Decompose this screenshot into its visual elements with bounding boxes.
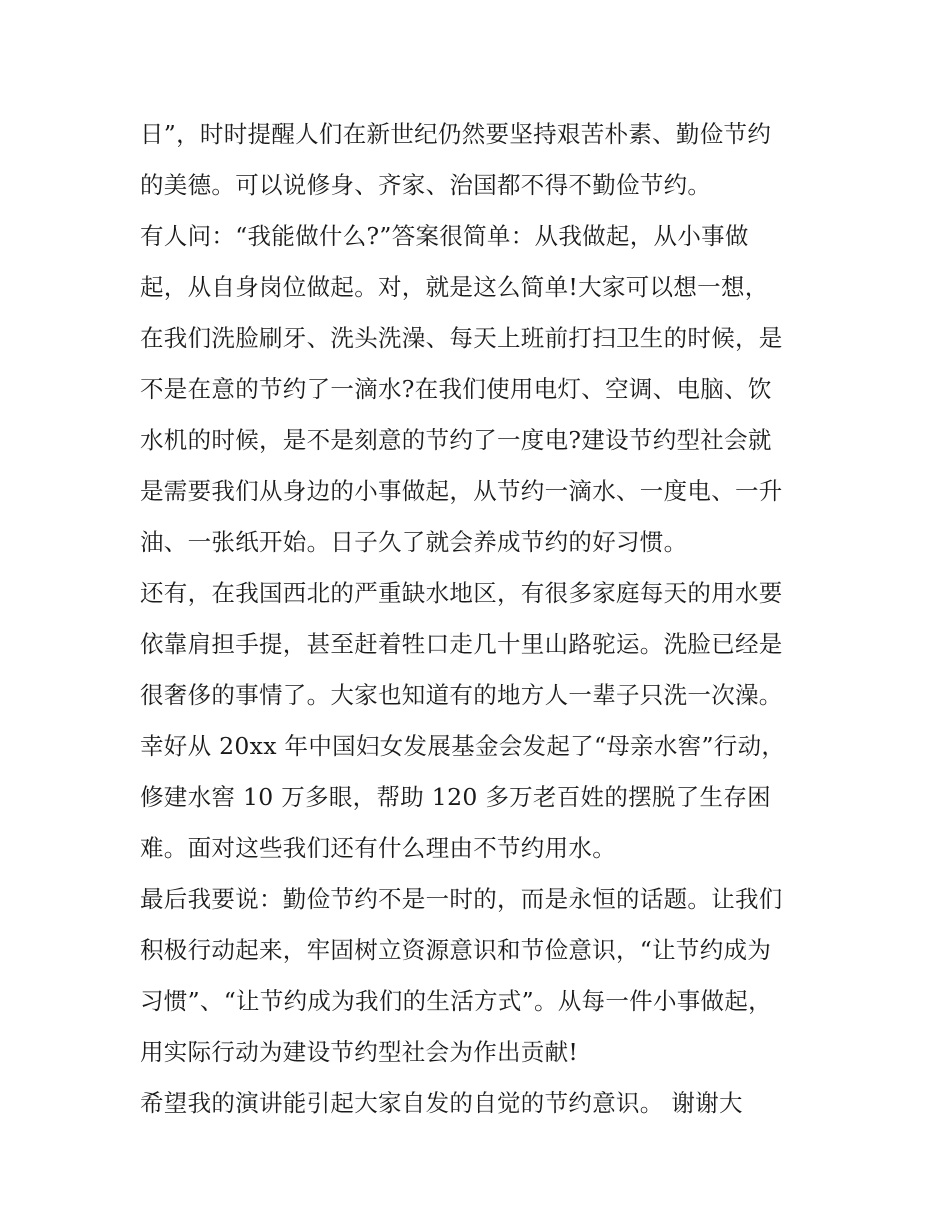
- text-line: 难。面对这些我们还有什么理由不节约用水。: [140, 834, 616, 862]
- text-line: 日”，时时提醒人们在新世纪仍然要坚持艰苦朴素、勤俭节约: [140, 120, 772, 148]
- text-line: 用实际行动为建设节约型社会为作出贡献!: [140, 1038, 579, 1066]
- text-line: 还有，在我国西北的严重缺水地区，有很多家庭每天的用水要: [140, 579, 783, 607]
- text-line: 不是在意的节约了一滴水?在我们使用电灯、空调、电脑、饮: [140, 375, 772, 403]
- speech-text-body: [140, 109, 820, 1129]
- text-line: 油、一张纸开始。日子久了就会养成节约的好习惯。: [140, 528, 688, 556]
- text-line: 有人问：“我能做什么?”答案很简单：从我做起，从小事做: [140, 222, 749, 250]
- text-line: 水机的时候，是不是刻意的节约了一度电?建设节约型社会就: [140, 426, 772, 454]
- text-line: 是需要我们从身边的小事做起，从节约一滴水、一度电、一升: [140, 477, 783, 505]
- text-line: 依靠肩担手提，甚至赶着牲口走几十里山路驼运。洗脸已经是: [140, 630, 783, 658]
- text-line: 很奢侈的事情了。大家也知道有的地方人一辈子只洗一次澡。: [140, 681, 783, 709]
- text-line: 最后我要说：勤俭节约不是一时的，而是永恒的话题。让我们: [140, 885, 783, 913]
- text-line: 起，从自身岗位做起。对，就是这么简单!大家可以想一想，: [140, 273, 769, 301]
- text-line: 的美德。可以说修身、齐家、治国都不得不勤俭节约。: [140, 171, 712, 199]
- text-line: 修建水窖 10 万多眼，帮助 120 多万老百姓的摆脱了生存困: [140, 783, 771, 811]
- text-line: 习惯”、“让节约成为我们的生活方式”。从每一件小事做起，: [140, 987, 772, 1015]
- text-line: 积极行动起来，牢固树立资源意识和节俭意识，“让节约成为: [140, 936, 772, 964]
- text-line: 幸好从 20xx 年中国妇女发展基金会发起了“母亲水窖”行动，: [140, 732, 786, 760]
- text-line: 希望我的演讲能引起大家自发的自觉的节约意识。 谢谢大: [140, 1089, 743, 1117]
- text-line: 在我们洗脸刷牙、洗头洗澡、每天上班前打扫卫生的时候，是: [140, 324, 783, 352]
